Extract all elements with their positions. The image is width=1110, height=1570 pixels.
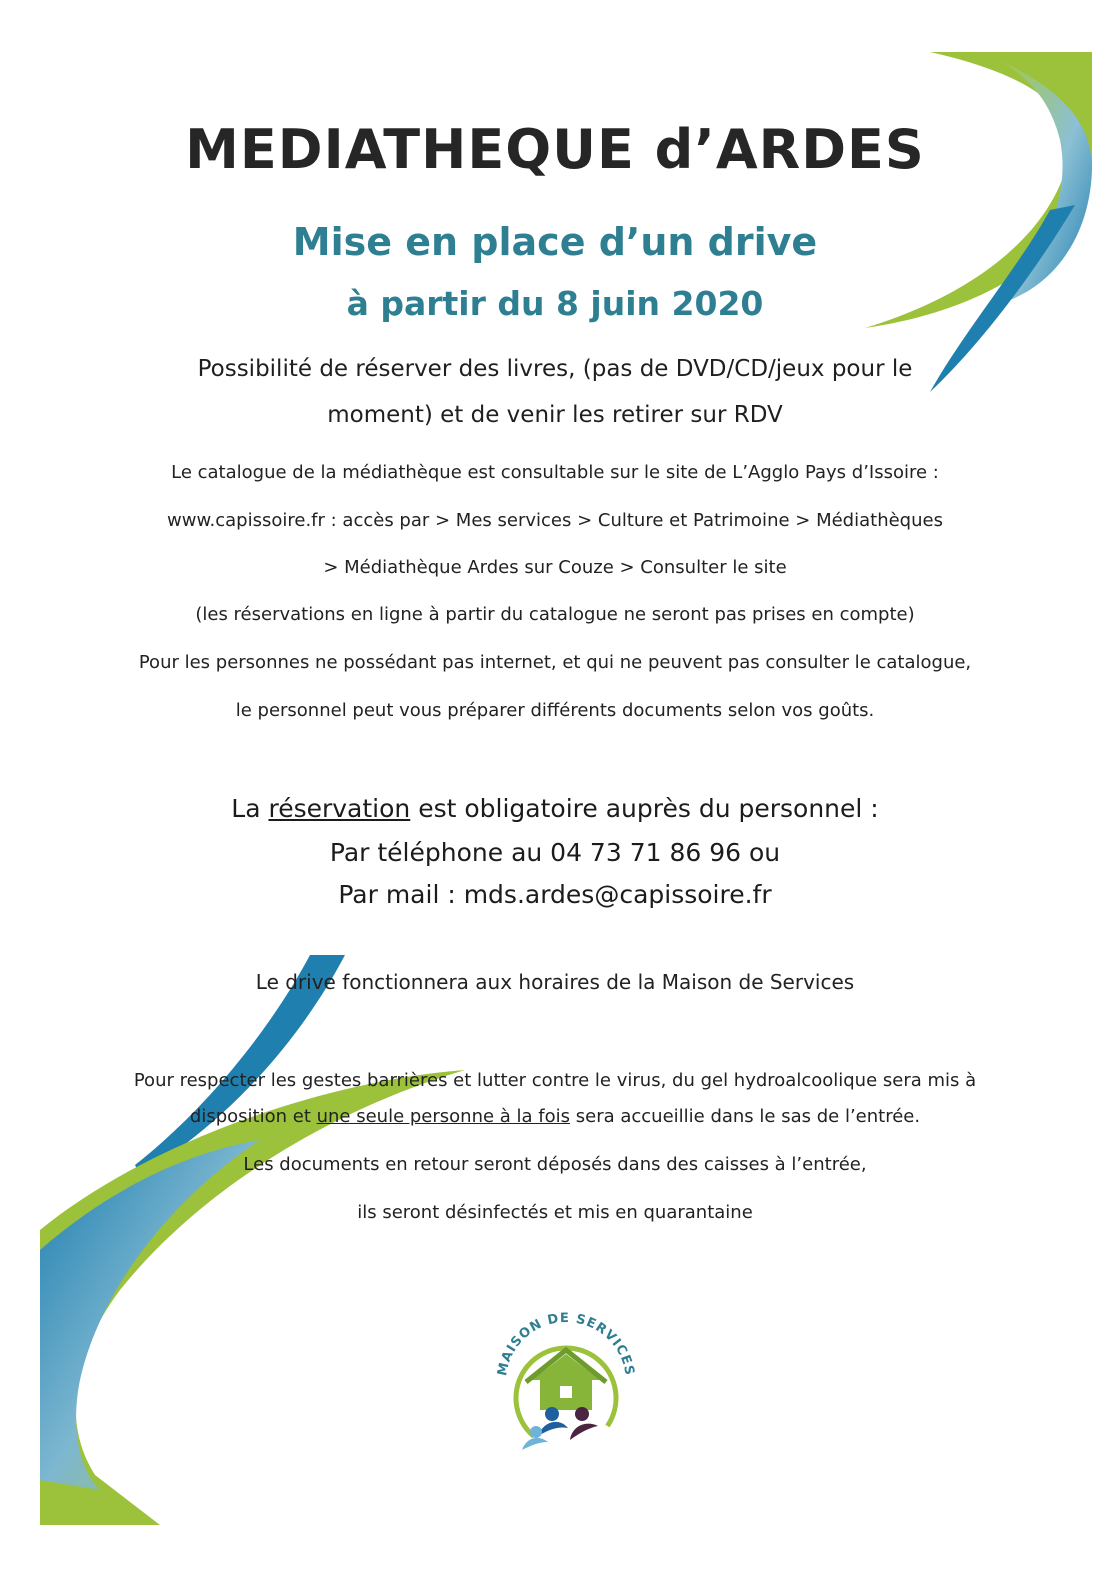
catalogue-line-5: Pour les personnes ne possédant pas internet, et qui ne peuvent pas consulter le catalogue,	[138, 652, 972, 673]
catalogue-line-1: Le catalogue de la médiathèque est consultable sur le site de L’Agglo Pays d’Issoire :	[171, 462, 939, 483]
house-people-icon	[522, 1350, 606, 1450]
catalogue-line-3: > Médiathèque Ardes sur Couze > Consulter le site	[323, 557, 787, 578]
maison-de-services-logo	[486, 1310, 646, 1470]
phone-line: Par téléphone au 04 73 71 86 96 ou	[329, 838, 781, 867]
reservation-notice	[0, 794, 1110, 823]
gestures-line-1: Pour respecter les gestes barrières et lutter contre le virus, du gel hydroalcoolique sera mis à	[133, 1070, 977, 1091]
intro-line-1: Possibilité de réserver des livres, (pas de DVD/CD/jeux pour le	[197, 356, 913, 382]
mail-line: Par mail : mds.ardes@capissoire.fr	[338, 880, 772, 909]
gestures-line-2-prefix: disposition et	[189, 1106, 317, 1127]
drive-subtitle: Mise en place d’un drive	[292, 220, 818, 264]
page-title: MEDIATHEQUE d’ARDES	[185, 118, 925, 181]
catalogue-line-4: (les réservations en ligne à partir du catalogue ne seront pas prises en compte)	[195, 604, 915, 625]
catalogue-line-2: www.capissoire.fr : accès par > Mes services > Culture et Patrimoine > Médiathèques	[167, 510, 943, 531]
gestures-line-3: Les documents en retour seront déposés dans des caisses à l’entrée,	[243, 1154, 867, 1175]
catalogue-line-6: le personnel peut vous préparer différents documents selon vos goûts.	[235, 700, 875, 721]
gestures-line-2	[0, 1106, 1110, 1127]
hours-line: Le drive fonctionnera aux horaires de la Maison de Services	[255, 970, 855, 994]
reservation-suffix: est obligatoire auprès du personnel :	[410, 794, 879, 823]
reservation-keyword: réservation	[268, 794, 411, 823]
gestures-line-4: ils seront désinfectés et mis en quarantaine	[357, 1202, 753, 1223]
start-date: à partir du 8 juin 2020	[346, 284, 764, 323]
reservation-prefix: La	[231, 794, 269, 823]
gestures-line-2-suffix: sera accueillie dans le sas de l’entrée.	[570, 1106, 921, 1127]
gestures-line-2-underlined: une seule personne à la fois	[316, 1106, 571, 1127]
intro-line-2: moment) et de venir les retirer sur RDV	[327, 402, 783, 428]
logo-text: MAISON DE SERVICES	[495, 1310, 637, 1378]
ribbon-bottom-gradient	[40, 1140, 260, 1490]
